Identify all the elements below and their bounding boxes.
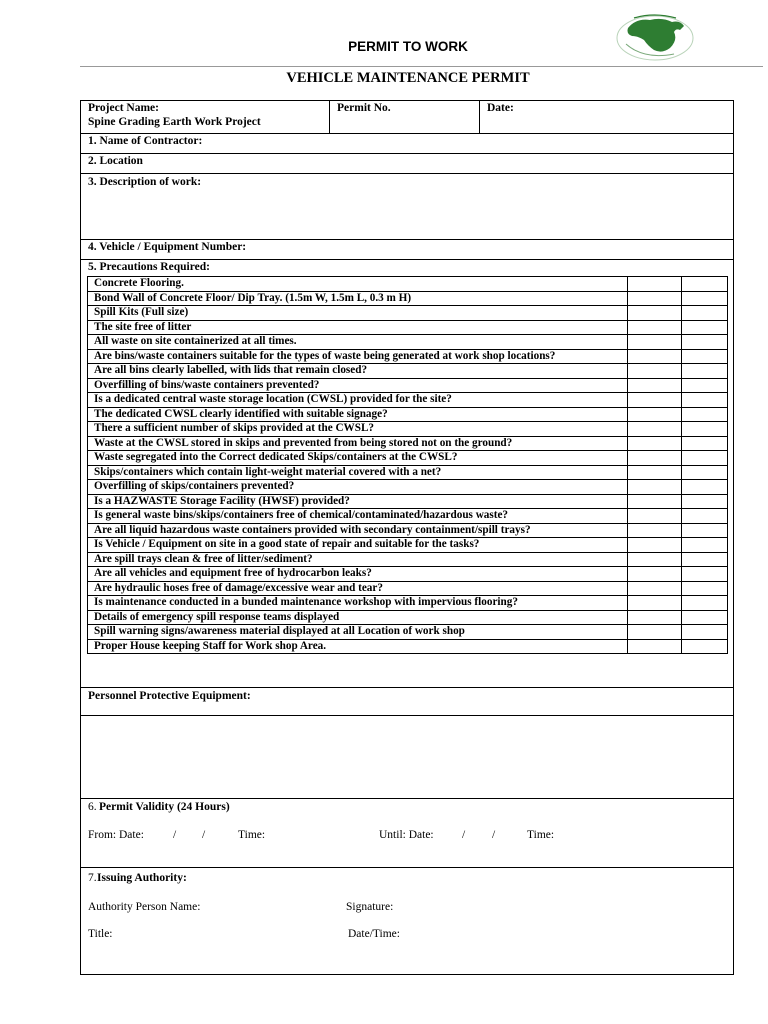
precaution-row <box>88 625 728 640</box>
precaution-check-cell[interactable] <box>628 596 682 611</box>
precaution-row <box>88 639 728 654</box>
precaution-row <box>88 465 728 480</box>
precaution-row <box>88 378 728 393</box>
precaution-check-cell[interactable] <box>628 610 682 625</box>
precaution-remarks-cell[interactable] <box>682 509 728 524</box>
precautions-table <box>87 276 728 654</box>
precaution-row <box>88 306 728 321</box>
precaution-row <box>88 523 728 538</box>
divider <box>81 239 733 240</box>
issuing-authority-label: Issuing Authority: <box>97 872 187 884</box>
until-date-label: Until: Date: <box>379 829 434 841</box>
precaution-check-cell[interactable] <box>628 523 682 538</box>
precaution-row <box>88 480 728 495</box>
precaution-remarks-cell[interactable] <box>682 320 728 335</box>
precaution-text: Spill Kits (Full size) <box>88 306 628 321</box>
logo-emblem <box>614 14 696 62</box>
precaution-remarks-cell[interactable] <box>682 393 728 408</box>
precaution-remarks-cell[interactable] <box>682 335 728 350</box>
divider <box>81 715 733 716</box>
precaution-check-cell[interactable] <box>628 552 682 567</box>
precaution-remarks-cell[interactable] <box>682 538 728 553</box>
precaution-remarks-cell[interactable] <box>682 552 728 567</box>
precaution-check-cell[interactable] <box>628 291 682 306</box>
precaution-remarks-cell[interactable] <box>682 581 728 596</box>
precaution-text: Are all bins clearly labelled, with lids that remain closed? <box>88 364 628 379</box>
precaution-check-cell[interactable] <box>628 625 682 640</box>
issuing-number: 7. <box>88 872 97 884</box>
permit-form <box>80 100 734 975</box>
precaution-remarks-cell[interactable] <box>682 567 728 582</box>
divider <box>81 687 733 688</box>
precaution-text: Proper House keeping Staff for Work shop Area. <box>88 639 628 654</box>
precaution-check-cell[interactable] <box>628 349 682 364</box>
precaution-check-cell[interactable] <box>628 320 682 335</box>
precaution-text: Are all liquid hazardous waste containers provided with secondary containment/spill trays? <box>88 523 628 538</box>
date-separator: / <box>202 829 206 841</box>
precaution-check-cell[interactable] <box>628 509 682 524</box>
precaution-check-cell[interactable] <box>628 306 682 321</box>
precaution-text: Skips/containers which contain light-weight material covered with a net? <box>88 465 628 480</box>
precaution-check-cell[interactable] <box>628 581 682 596</box>
date-time-label: Date/Time: <box>348 928 400 940</box>
precaution-text: Overfilling of bins/waste containers prevented? <box>88 378 628 393</box>
permit-no-label: Permit No. <box>337 102 391 114</box>
precaution-text: The site free of litter <box>88 320 628 335</box>
validity-label: Permit Validity (24 Hours) <box>99 801 230 813</box>
precaution-check-cell[interactable] <box>628 393 682 408</box>
divider <box>81 173 733 174</box>
precaution-remarks-cell[interactable] <box>682 291 728 306</box>
precaution-check-cell[interactable] <box>628 407 682 422</box>
precaution-remarks-cell[interactable] <box>682 625 728 640</box>
precaution-text: Concrete Flooring. <box>88 277 628 292</box>
precaution-row <box>88 451 728 466</box>
precaution-text: Are bins/waste containers suitable for the types of waste being generated at work shop locations? <box>88 349 628 364</box>
form-title: VEHICLE MAINTENANCE PERMIT <box>286 70 530 86</box>
precaution-text: Overfilling of skips/containers prevented? <box>88 480 628 495</box>
precaution-row <box>88 335 728 350</box>
precaution-row <box>88 494 728 509</box>
precaution-check-cell[interactable] <box>628 378 682 393</box>
divider <box>81 133 733 134</box>
precaution-text: Waste at the CWSL stored in skips and prevented from being stored not on the ground? <box>88 436 628 451</box>
contractor-label: 1. Name of Contractor: <box>88 135 203 147</box>
precaution-remarks-cell[interactable] <box>682 436 728 451</box>
precaution-remarks-cell[interactable] <box>682 349 728 364</box>
precaution-text: Is general waste bins/skips/containers free of chemical/contaminated/hazardous waste? <box>88 509 628 524</box>
precaution-text: Bond Wall of Concrete Floor/ Dip Tray. (1.5m W, 1.5m L, 0.3 m H) <box>88 291 628 306</box>
precaution-check-cell[interactable] <box>628 538 682 553</box>
precaution-row <box>88 364 728 379</box>
project-name-value: Spine Grading Earth Work Project <box>88 116 261 128</box>
precaution-remarks-cell[interactable] <box>682 422 728 437</box>
description-label: 3. Description of work: <box>88 176 202 188</box>
authority-person-name-label: Authority Person Name: <box>88 901 201 913</box>
precaution-row <box>88 552 728 567</box>
precaution-remarks-cell[interactable] <box>682 306 728 321</box>
precaution-row <box>88 393 728 408</box>
precaution-row <box>88 320 728 335</box>
vehicle-number-label: 4. Vehicle / Equipment Number: <box>88 241 247 253</box>
precaution-remarks-cell[interactable] <box>682 480 728 495</box>
title-label: Title: <box>88 928 113 940</box>
precaution-remarks-cell[interactable] <box>682 610 728 625</box>
precaution-check-cell[interactable] <box>628 436 682 451</box>
precaution-text: Is Vehicle / Equipment on site in a good state of repair and suitable for the tasks? <box>88 538 628 553</box>
page-title: PERMIT TO WORK <box>348 39 468 54</box>
date-separator: / <box>173 829 177 841</box>
precaution-check-cell[interactable] <box>628 364 682 379</box>
precaution-row <box>88 291 728 306</box>
validity-number: 6. <box>88 801 97 813</box>
title-divider <box>80 66 763 67</box>
precaution-remarks-cell[interactable] <box>682 378 728 393</box>
precaution-remarks-cell[interactable] <box>682 639 728 654</box>
precaution-remarks-cell[interactable] <box>682 277 728 292</box>
location-label: 2. Location <box>88 155 143 167</box>
precaution-row <box>88 277 728 292</box>
date-separator: / <box>462 829 466 841</box>
precaution-text: All waste on site containerized at all times. <box>88 335 628 350</box>
divider <box>81 259 733 260</box>
precaution-remarks-cell[interactable] <box>682 364 728 379</box>
ppe-label: Personnel Protective Equipment: <box>88 690 251 702</box>
precaution-text: There a sufficient number of skips provided at the CWSL? <box>88 422 628 437</box>
precaution-remarks-cell[interactable] <box>682 465 728 480</box>
precaution-check-cell[interactable] <box>628 639 682 654</box>
until-time-label: Time: <box>527 829 555 841</box>
precaution-remarks-cell[interactable] <box>682 494 728 509</box>
date-separator: / <box>492 829 496 841</box>
precaution-check-cell[interactable] <box>628 465 682 480</box>
precaution-text: The dedicated CWSL clearly identified with suitable signage? <box>88 407 628 422</box>
precaution-row <box>88 567 728 582</box>
precaution-text: Is maintenance conducted in a bunded maintenance workshop with impervious flooring? <box>88 596 628 611</box>
precaution-text: Waste segregated into the Correct dedicated Skips/containers at the CWSL? <box>88 451 628 466</box>
precaution-text: Are spill trays clean & free of litter/sediment? <box>88 552 628 567</box>
precaution-text: Are all vehicles and equipment free of hydrocarbon leaks? <box>88 567 628 582</box>
divider <box>329 101 330 133</box>
project-name-label: Project Name: <box>88 102 159 114</box>
precaution-check-cell[interactable] <box>628 422 682 437</box>
precaution-row <box>88 538 728 553</box>
precaution-row <box>88 422 728 437</box>
precaution-check-cell[interactable] <box>628 451 682 466</box>
precaution-remarks-cell[interactable] <box>682 407 728 422</box>
precaution-row <box>88 407 728 422</box>
precaution-check-cell[interactable] <box>628 480 682 495</box>
precaution-check-cell[interactable] <box>628 335 682 350</box>
date-label: Date: <box>487 102 514 114</box>
precaution-row <box>88 610 728 625</box>
precaution-text: Are hydraulic hoses free of damage/excessive wear and tear? <box>88 581 628 596</box>
precaution-row <box>88 349 728 364</box>
precaution-remarks-cell[interactable] <box>682 596 728 611</box>
precaution-check-cell[interactable] <box>628 567 682 582</box>
precaution-text: Is a dedicated central waste storage location (CWSL) provided for the site? <box>88 393 628 408</box>
precaution-check-cell[interactable] <box>628 277 682 292</box>
precaution-remarks-cell[interactable] <box>682 523 728 538</box>
precaution-text: Is a HAZWASTE Storage Facility (HWSF) provided? <box>88 494 628 509</box>
divider <box>81 798 733 799</box>
precaution-row <box>88 596 728 611</box>
precaution-remarks-cell[interactable] <box>682 451 728 466</box>
from-time-label: Time: <box>238 829 266 841</box>
precaution-text: Spill warning signs/awareness material displayed at all Location of work shop <box>88 625 628 640</box>
signature-label: Signature: <box>346 901 394 913</box>
precaution-text: Details of emergency spill response teams displayed <box>88 610 628 625</box>
divider <box>81 867 733 868</box>
precaution-row <box>88 509 728 524</box>
precaution-row <box>88 436 728 451</box>
divider <box>81 153 733 154</box>
divider <box>479 101 480 133</box>
from-date-label: From: Date: <box>88 829 144 841</box>
precaution-row <box>88 581 728 596</box>
precautions-label: 5. Precautions Required: <box>88 261 210 273</box>
precaution-check-cell[interactable] <box>628 494 682 509</box>
